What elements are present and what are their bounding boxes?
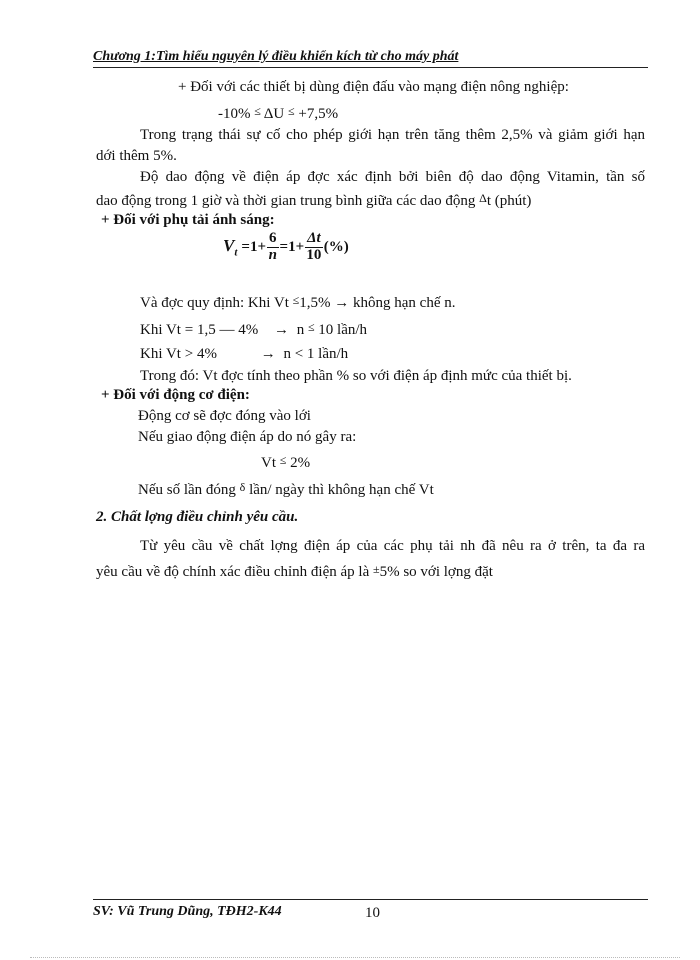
requirement-text: yêu cầu về độ chính xác điều chỉnh điện áp là [96,564,370,580]
fraction-2-numerator: Δt [307,230,321,246]
vt-definition: Trong đó: Vt đợc tính theo phần % so với điện áp định mức của thiết bị. [140,368,572,384]
motor-switching-text: Nếu số lần đóng [138,482,236,498]
footer-rule [93,899,648,900]
fault-state-paragraph: Trong trạng thái sự cố cho phép giới hạn trên tăng thêm 2,5% và giảm giới hạn [140,127,645,143]
arrow-right-icon: → [334,295,350,311]
leq-symbol: ≤ [288,104,295,118]
fraction-2-denominator: 10 [306,246,322,263]
delta-symbol: Δ [479,191,487,205]
motor-line-1: Động cơ sẽ đợc đóng vào lới [138,408,311,424]
fault-state-paragraph-cont: dới thêm 5%. [96,148,177,164]
requirement-paragraph: Từ yêu cầu về chất lợng điện áp của các phụ tải nh đã nêu ra ở trên, ta đa ra [140,538,645,554]
formula-fraction-2 [305,231,323,264]
agri-range-var: ΔU [263,106,285,122]
requirement-paragraph-cont [96,562,493,581]
fraction-1-denominator: n [268,246,277,263]
arrow-right-icon: → [260,346,276,362]
formula-unit: (%) [323,238,349,255]
formula-lhs: $V_t$ [223,236,238,259]
requirement-value: 5% so với lợng đặt [379,564,493,580]
fluctuation-text: dao động trong 1 giờ và thời gian trung bình giữa các dao động [96,193,476,209]
leq-symbol: ≤ [292,293,300,307]
vt-range-result: 10 lần/h [318,322,368,338]
lighting-load-heading: + Đối với phụ tải ánh sáng: [101,212,275,228]
header-rule [93,67,648,68]
fraction-1-numerator: 6 [269,230,277,246]
motor-vt-var: Vt [261,455,276,471]
plus-minus-symbol: ± [372,562,380,576]
vt-rule-result: không hạn chế n. [353,295,456,311]
formula-fraction-1 [267,231,279,264]
formula-eq2: =1+ [279,238,305,255]
vt-range-text: Khi Vt = 1,5 — 4% [140,322,259,338]
fluctuation-paragraph-cont [96,191,531,210]
agri-range [218,104,338,123]
vt-high-result: n < 1 lần/h [283,346,349,362]
motor-vt-value: 2% [290,455,311,471]
fluctuation-unit: t (phút) [486,193,532,209]
agri-range-high: +7,5% [298,106,339,122]
arrow-right-icon: → [273,322,289,338]
vt-high-text: Khi Vt > 4% [140,346,217,362]
agri-range-low: -10% [218,106,251,122]
motor-switching-result: lần/ ngày thì không hạn chế Vt [249,482,434,498]
leq-symbol: ≤ [279,453,287,467]
motor-heading: + Đối với động cơ điện: [101,387,250,403]
fluctuation-paragraph: Độ dao động về điện áp đợc xác định bởi biên độ dao động Vitamin, tần số [140,169,645,185]
line-agri-devices: + Đối với các thiết bị dùng điện đấu vào mạng điện nông nghiệp: [178,79,569,95]
vt-rule-text: Và đợc quy định: Khi Vt [140,295,289,311]
delta-small-symbol: δ [239,480,246,494]
section-2-heading: 2. Chất lợng điều chỉnh yêu cầu. [96,509,299,525]
page-header-title: Chương 1:Tìm hiểu nguyên lý điều khiển kích từ cho máy phát [93,49,459,64]
vt-range-var: n [296,322,305,338]
vt-range-line [140,320,367,339]
footer-author: SV: Vũ Trung Dũng, TĐH2-K44 [93,904,282,919]
page-number: 10 [365,905,380,921]
vt-formula [223,231,349,264]
motor-switching-line [138,480,434,499]
vt-high-line [140,346,348,363]
motor-line-2: Nếu giao động điện áp do nó gây ra: [138,429,357,445]
leq-symbol: ≤ [254,104,261,118]
page-bottom-border [30,957,680,958]
motor-vt-limit [261,453,310,472]
vt-rule-value: 1,5% [299,295,331,311]
vt-rule-line [140,293,455,312]
formula-eq1: =1+ [241,238,267,255]
leq-symbol: ≤ [307,320,315,334]
